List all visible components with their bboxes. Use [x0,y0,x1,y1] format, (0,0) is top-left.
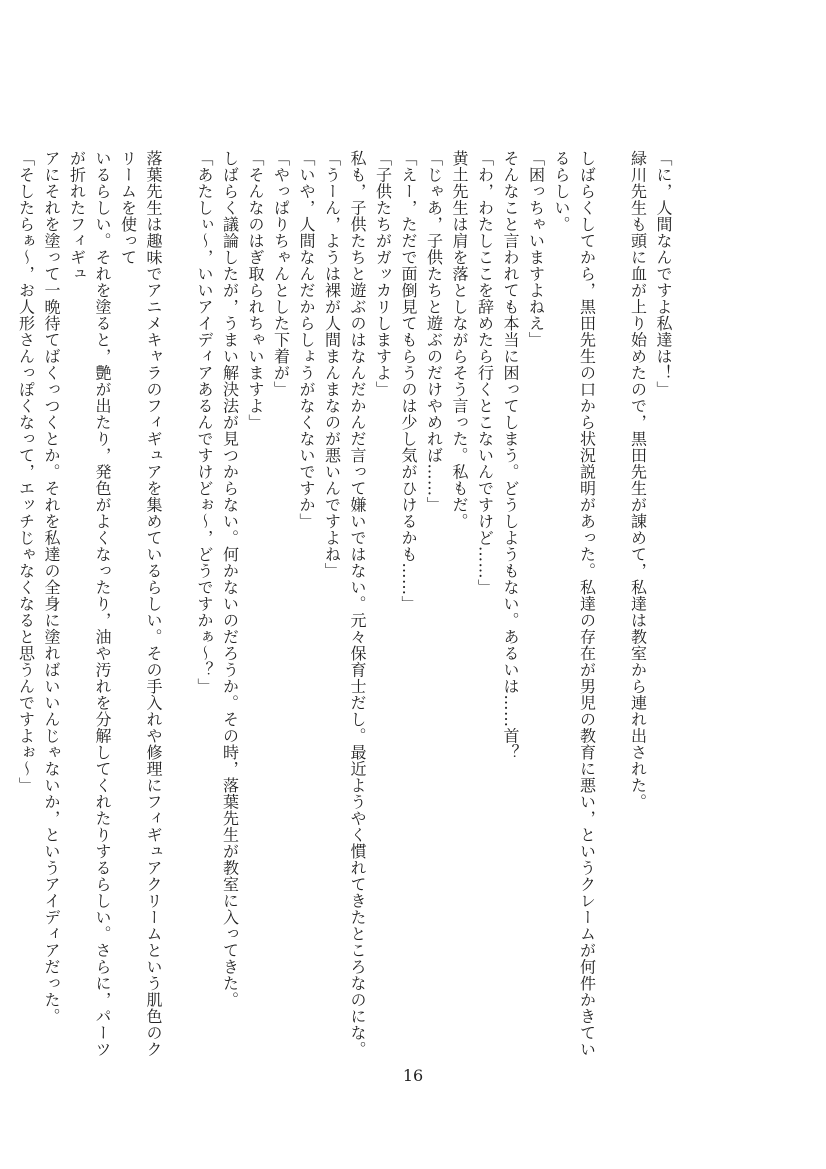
text-line: 緑川先生も頭に血が上り始めたので，黒田先生が諌めて，私達は教室から連れ出された。 [628,150,648,810]
page-number: 16 [402,1066,424,1085]
blank-line [166,150,192,1070]
text-line: 黄土先生は肩を落としながらそう言った。私もだ。 [450,150,469,530]
text-line: 「じゃあ，子供たちと遊ぶのだけやめれば……」 [424,150,444,513]
text-line: アにそれを塗って一晩待てばくっつくとか。それを私達の全身に塗ればいいんじゃないか，というアイディアだった。 [42,150,61,1025]
text-line: しばらく議論したが，うまい解決法が見つからない。何かないのだろうか。その時，落葉先生が教室に入ってきた。 [220,150,240,1008]
blank-line [600,150,626,1070]
text-line: 「困っちゃいますよねえ」 [526,150,546,348]
text-line: 落葉先生は趣味でアニメキャラのフィギュアを集めているらしい。その手入れや修理にフィギュアクリームという肌色のクリームを使って [118,150,163,1058]
text-line: 「あたしぃ～，いいアイディアあるんですけどぉ～，どうですかぁ～？」 [195,150,214,695]
text-line: そんなこと言われても本当に困ってしまう。どうしようもない。あるいは……首？ [501,150,520,761]
text-line: 「わ，わたしここを辞めたら行くとこないんですけど……」 [475,150,495,596]
text-line: 「うーん，ようは裸が人間まんまなのが悪いんですよね」 [322,150,342,579]
text-line: 「そしたらぁ～，お人形さんっぽくなって，エッチじゃなくなると思うんですよぉ～」 [16,150,36,794]
text-line: 「いや，人間なんだからしょうがなくないですか」 [297,150,316,530]
text-line: 「に，人間なんですよ私達は！」 [654,150,673,398]
text-line: 「子供たちがガッカリしますよ」 [373,150,393,398]
text-line: 「えー，ただで面倒見てもらうのは少し気がひけるかも……」 [399,150,418,612]
text-line: 「やっぱりちゃんとした下着が」 [271,150,291,398]
text-line: しばらくしてから，黒田先生の口から状況説明があった。私達の存在が男児の教育に悪い，というクレームが何件かきているらしい。 [552,150,597,1058]
vertical-text-body [16,150,676,1070]
text-line: いるらしい。それを塗ると，艶が出たり，発色がよくなったり，油や汚れを分解してくれたりするらしい。さらに，パーツが折れたフィギュ [67,150,112,1058]
text-line: 「そんなのはぎ取られちゃいますよ」 [246,150,265,431]
text-line: 私も，子供たちと遊ぶのはなんだかんだ言って嫌いではない。元々保育士だし。最近ようやく慣れてきたところなのにな。 [348,150,367,1058]
